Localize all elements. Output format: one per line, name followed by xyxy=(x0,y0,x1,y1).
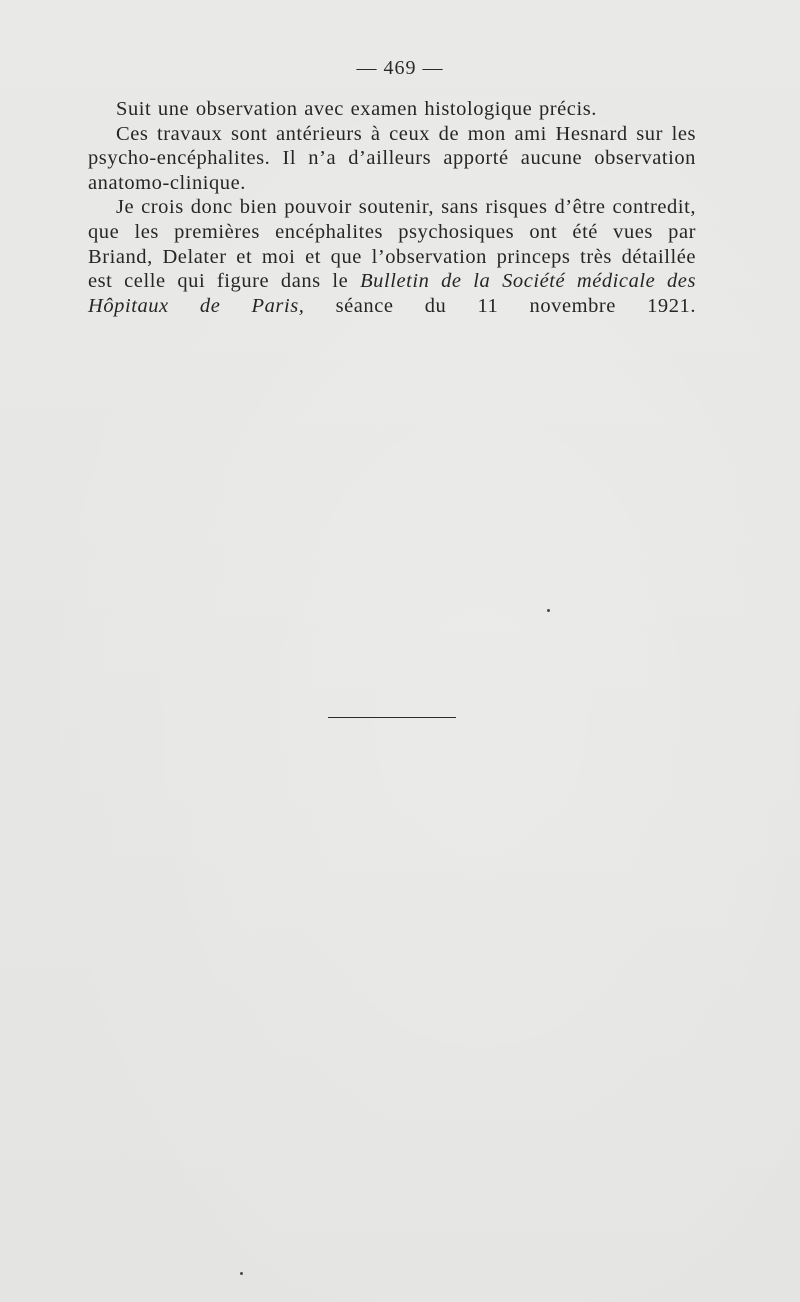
end-rule xyxy=(328,717,456,718)
paper-speck xyxy=(547,609,550,612)
paragraph-3 xyxy=(88,195,696,318)
citation-session: séance du 11 novembre 1921. xyxy=(304,294,696,317)
page-number: — 469 — xyxy=(356,57,444,79)
body-text xyxy=(88,97,696,318)
paragraph-1: Suit une observation avec examen histologique précis. xyxy=(116,98,597,120)
paper-speck xyxy=(240,1272,243,1275)
paragraph-3-text: Je crois donc bien pouvoir soutenir, sans risques d’être contredit, que les premières encéphalites psychosiques ont été vues par Briand, Delater et moi et que l’observation princeps très détaillée est celle qui figure dans le xyxy=(88,196,696,293)
journal-citation: Bulletin de la Société médicale des Hôpitaux de Paris, xyxy=(88,270,696,317)
paragraph-2: Ces travaux sont antérieurs à ceux de mon ami Hesnard sur les psycho-encéphalites. Il n’a d’ailleurs apporté aucune observation anatomo-clinique. xyxy=(88,122,696,194)
